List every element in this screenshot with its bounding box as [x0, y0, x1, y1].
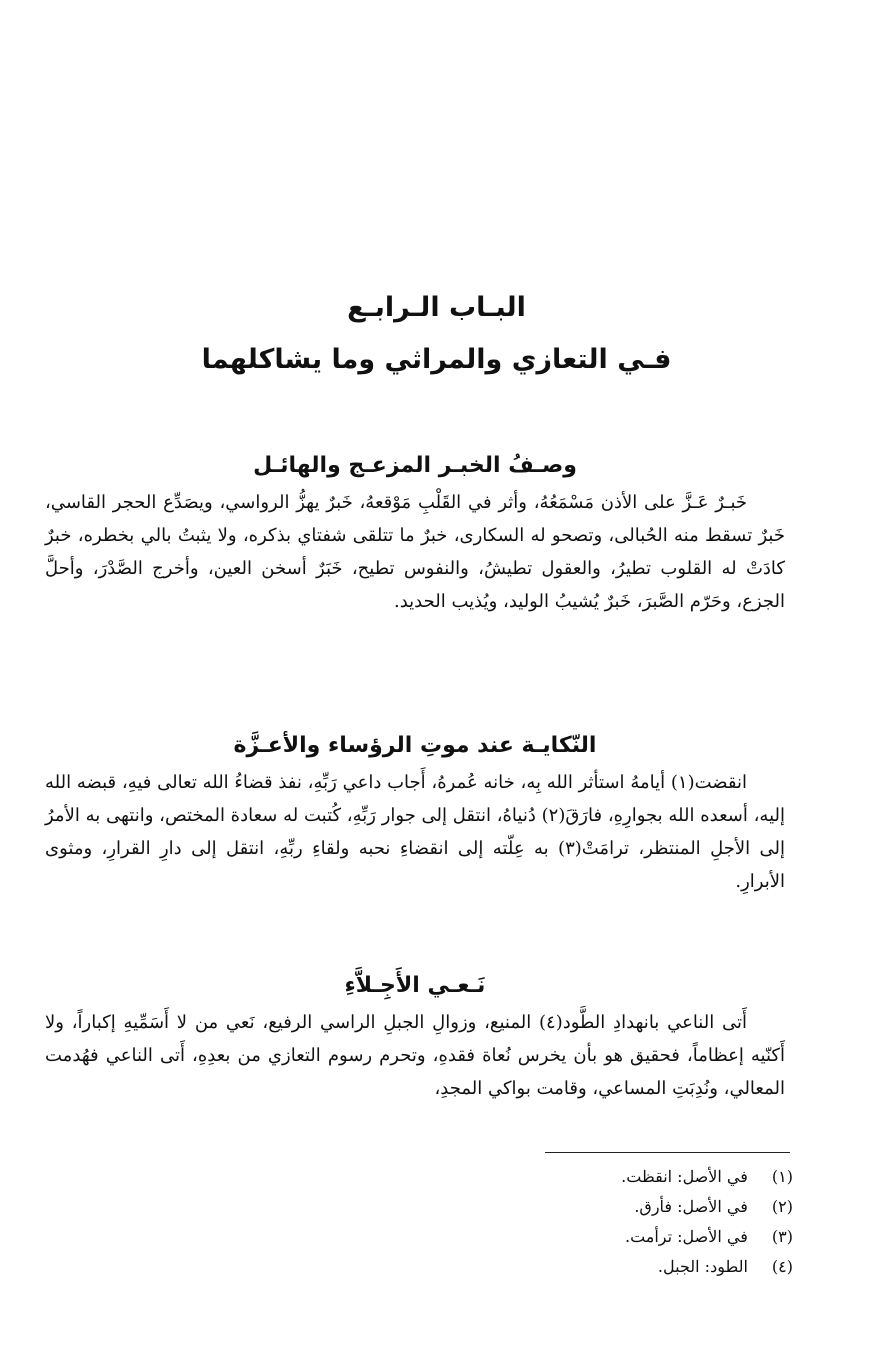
section-heading: نَـعـي الأَجِـلاَّءِ — [344, 973, 486, 998]
footnote-divider — [545, 1152, 790, 1153]
footnote-text: في الأصل: ترأمت. — [624, 1227, 748, 1246]
footnote-item — [393, 1162, 793, 1192]
chapter-title-line-1: البـاب الـرابـع — [347, 292, 526, 323]
section-paragraph: أَتى الناعي بانهدادِ الطَّود(٤) المنيع، وزوالِ الجبلِ الراسي الرفيع، نَعي من لا أَسَمِّيهِ إكباراً، ولا أَكنّيه إعظاماً، فحقيق هو بأن يخرس نُعاة فقدهِ، وتحرم رسوم التعازي من بعدِهِ، أَتى الناعي فهُدمت المعالي، ونُدِبَتِ المساعي، وقامت بواكي المجدِ، — [45, 1012, 785, 1099]
footnote-text: في الأصل: فأرق. — [634, 1197, 748, 1216]
chapter-title-line-2: فـي التعازي والمراثي وما يشاكلهما — [201, 344, 672, 375]
footnote-text: الطود: الجبل. — [657, 1257, 748, 1276]
section-paragraph: خَبـرٌ عَـزَّ على الأذن مَسْمَعُهُ، وأثر في القَلْبِ مَوْقعهُ، خَبرٌ يهزُّ الرواسي، ويصَدِّع الحجر القاسي، خَبرٌ تسقط منه الحُبالى، وتصحو له السكارى، خبرٌ ما تتلقى شفتاي بذكره، ولا يثبتُ بالي بخطره، خبرٌ كادَتْ له القلوب تطيرُ، والعقول تطيشُ، والنفوس تطيح، خَبَرٌ أسخن العين، وأخرج الصَّدْرَ، وأحلَّ الجزع، وحَرّم الصَّبرَ، خَبرٌ يُشيبُ الوليد، ويُذيب الحديد. — [45, 492, 785, 612]
section-heading: النّكايـة عند موتِ الرؤساء والأعـزَّة — [233, 733, 597, 758]
section-obituary-notables — [45, 966, 785, 1105]
footnote-number: (٤) — [771, 1257, 793, 1276]
footnotes-list — [393, 1162, 793, 1282]
section-paragraph: انقضت(١) أيامهُ استأثر الله بِه، خانه عُمرهُ، أَجاب داعي رَبِّهِ، نفذ قضاءُ الله تعالى فيهِ، قبضه الله إليه، أسعده الله بجوارِهِ، فارَقَ(٢) دُنياهُ، انتقل إلى جوار رَبِّهِ، كُتبت له سعادة المختص، وانتهى به الأمرُ إلى الأجلِ المنتظر، ترامَتْ(٣) به عِلّته إلى انقضاءِ نحبه ولقاءِ ربِّهِ، انتقل إلى دارِ القرارِ، ومثوى الأبرارِ. — [45, 772, 785, 892]
footnote-item — [393, 1252, 793, 1282]
footnote-number: (١) — [771, 1167, 793, 1186]
footnote-text: في الأصل: انقظت. — [621, 1167, 748, 1186]
footnote-number: (٣) — [771, 1227, 793, 1246]
chapter-title — [0, 282, 873, 386]
section-grave-news — [45, 446, 785, 618]
section-death-of-leaders — [45, 726, 785, 898]
section-heading: وصـفُ الخبـر المزعـج والهائـل — [253, 453, 577, 478]
footnote-number: (٢) — [771, 1197, 793, 1216]
footnote-item — [393, 1222, 793, 1252]
footnote-item — [393, 1192, 793, 1222]
